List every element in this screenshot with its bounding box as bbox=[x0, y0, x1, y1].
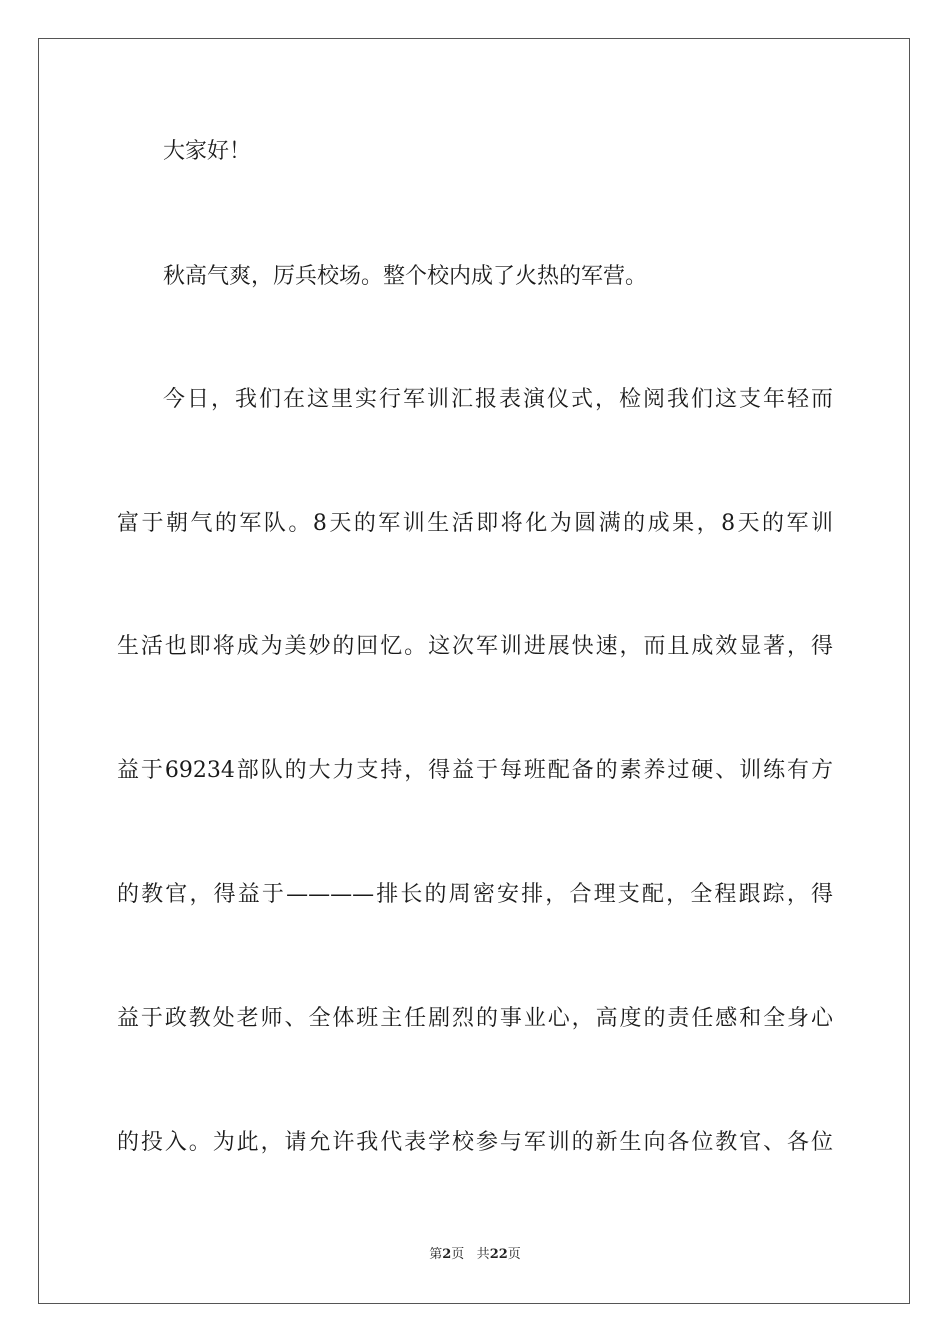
paragraph-line: 的教官，得益于————排长的周密安排，合理支配，全程跟踪，得 bbox=[117, 882, 833, 907]
paragraph-line: 富于朝气的军队。8天的军训生活即将化为圆满的成果，8天的军训 bbox=[117, 511, 833, 536]
paragraph-line: 生活也即将成为美妙的回忆。这次军训进展快速，而且成效显著，得 bbox=[117, 634, 833, 659]
paragraph-line: 秋高气爽，厉兵校场。整个校内成了火热的军营。 bbox=[163, 264, 648, 289]
page-suffix: 页 bbox=[451, 1247, 465, 1262]
total-prefix: 共 bbox=[476, 1247, 490, 1262]
paragraph-line: 益于政教处老师、全体班主任剧烈的事业心，高度的责任感和全身心 bbox=[117, 1006, 833, 1031]
paragraph-line: 益于69234部队的大力支持，得益于每班配备的素养过硬、训练有方 bbox=[117, 758, 833, 783]
paragraph-line: 今日，我们在这里实行军训汇报表演仪式，检阅我们这支年轻而 bbox=[163, 387, 833, 412]
total-suffix: 页 bbox=[507, 1247, 521, 1262]
paragraph-line: 的投入。为此，请允许我代表学校参与军训的新生向各位教官、各位 bbox=[117, 1130, 833, 1155]
total-pages: 22 bbox=[489, 1247, 508, 1262]
page-footer bbox=[0, 1246, 950, 1264]
page-prefix: 第 bbox=[429, 1247, 443, 1262]
greeting-line: 大家好！ bbox=[163, 139, 252, 164]
page-number: 2 bbox=[442, 1247, 452, 1262]
page-frame bbox=[38, 38, 910, 1304]
